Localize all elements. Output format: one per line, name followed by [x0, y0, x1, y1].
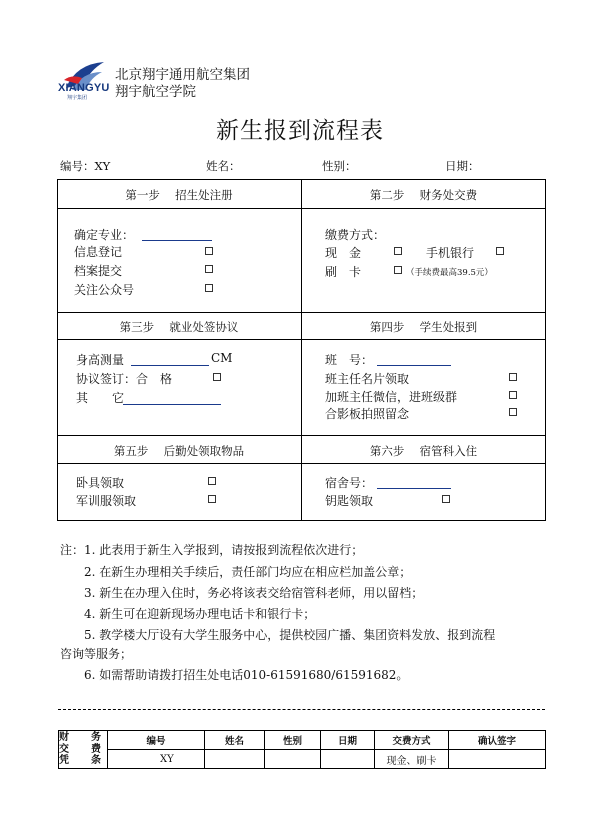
step1-item: 档案提交	[74, 264, 123, 278]
page-title: 新生报到流程表	[216, 118, 384, 144]
meta-date: 日期：	[445, 159, 480, 173]
logo-subtext: 翔宇集团	[67, 95, 88, 101]
card-fee-note: （手续费最高39.5元）	[406, 268, 493, 278]
height-field[interactable]	[131, 365, 209, 366]
checkbox[interactable]	[208, 477, 216, 485]
checkbox[interactable]	[394, 247, 402, 255]
meta-gender: 性别：	[322, 159, 357, 173]
receipt-number: XY	[108, 750, 205, 769]
checkbox[interactable]	[205, 284, 213, 292]
pay-card: 刷 卡	[325, 265, 362, 279]
checkbox[interactable]	[496, 247, 504, 255]
step3-title: 第三步 就业处签协议	[119, 320, 239, 334]
checkbox[interactable]	[509, 373, 517, 381]
checkbox[interactable]	[509, 408, 517, 416]
receipt-gender	[265, 750, 321, 769]
step1-title: 第一步 招生处注册	[125, 188, 233, 202]
org-name: 北京翔宇通用航空集团	[115, 67, 250, 83]
step4-title: 第四步 学生处报到	[369, 320, 478, 334]
step4-item: 班主任名片领取	[325, 372, 410, 386]
receipt-header: 确认签字	[449, 731, 546, 750]
checkbox[interactable]	[208, 495, 216, 503]
key-collect-label: 钥匙领取	[325, 494, 374, 508]
step4-item: 加班主任微信，进班级群	[325, 390, 458, 404]
other-field[interactable]	[123, 404, 221, 405]
step4-item: 合影板拍照留念	[325, 407, 410, 421]
receipt-label: 财 务 交 费 凭 条	[59, 731, 108, 769]
checkbox[interactable]	[205, 265, 213, 273]
major-field[interactable]	[142, 240, 212, 241]
receipt-date	[321, 750, 375, 769]
receipt-header: 姓名	[205, 731, 265, 750]
pay-method-label: 缴费方式：	[325, 228, 386, 242]
receipt-header: 性别	[265, 731, 321, 750]
step6-title: 第六步 宿管科入住	[369, 444, 478, 458]
dorm-number-label: 宿舍号：	[325, 476, 374, 490]
step1-item: 关注公众号	[74, 283, 135, 297]
pay-mobile: 手机银行	[426, 246, 475, 260]
receipt-name	[205, 750, 265, 769]
checkbox[interactable]	[394, 266, 402, 274]
note-line: 咨询等服务；	[60, 647, 133, 661]
class-number-field[interactable]	[377, 365, 451, 366]
checkbox[interactable]	[442, 495, 450, 503]
tear-line	[58, 709, 545, 710]
note-line: 2. 在新生办理相关手续后，责任部门均应在相应栏加盖公章；	[84, 565, 412, 579]
college-name: 翔宇航空学院	[115, 84, 196, 100]
meta-number: 编号：XY	[60, 159, 111, 173]
note-line: 注：1. 此表用于新生入学报到，请按报到流程依次进行；	[60, 543, 364, 557]
receipt-signature	[449, 750, 546, 769]
step1-item: 信息登记	[74, 245, 123, 259]
table-divider	[301, 179, 302, 521]
payment-receipt-table	[58, 730, 546, 769]
height-unit: CM	[211, 351, 233, 365]
other-label: 其 它	[76, 391, 125, 405]
receipt-header: 交费方式	[375, 731, 449, 750]
checkbox[interactable]	[205, 247, 213, 255]
note-line: 4. 新生可在迎新现场办理电话卡和银行卡；	[84, 607, 316, 621]
step5-item: 军训服领取	[76, 494, 137, 508]
agreement-label: 协议签订：合 格	[76, 372, 173, 386]
step5-title: 第五步 后勤处领取物品	[113, 444, 245, 458]
receipt-header: 日期	[321, 731, 375, 750]
note-line: 5. 教学楼大厅设有大学生服务中心，提供校园广播、集团资料发放、报到流程	[84, 628, 496, 642]
class-number-label: 班 号：	[325, 353, 374, 367]
note-line: 3. 新生在办理入住时，务必将该表交给宿管科老师，用以留档；	[84, 586, 424, 600]
checkbox[interactable]	[509, 391, 517, 399]
checkbox[interactable]	[213, 373, 221, 381]
step5-item: 卧具领取	[76, 476, 125, 490]
dorm-number-field[interactable]	[377, 488, 451, 489]
major-label: 确定专业：	[74, 228, 135, 242]
receipt-header: 编号	[108, 731, 205, 750]
note-line: 6. 如需帮助请拨打招生处电话010-61591680/61591682。	[84, 668, 409, 682]
pay-cash: 现 金	[325, 246, 362, 260]
meta-name: 姓名：	[206, 159, 241, 173]
step2-title: 第二步 财务处交费	[369, 188, 478, 202]
receipt-pay-method: 现金、刷卡	[375, 750, 449, 769]
logo-wordmark: XIANGYU	[58, 82, 110, 94]
height-label: 身高测量	[76, 353, 125, 367]
